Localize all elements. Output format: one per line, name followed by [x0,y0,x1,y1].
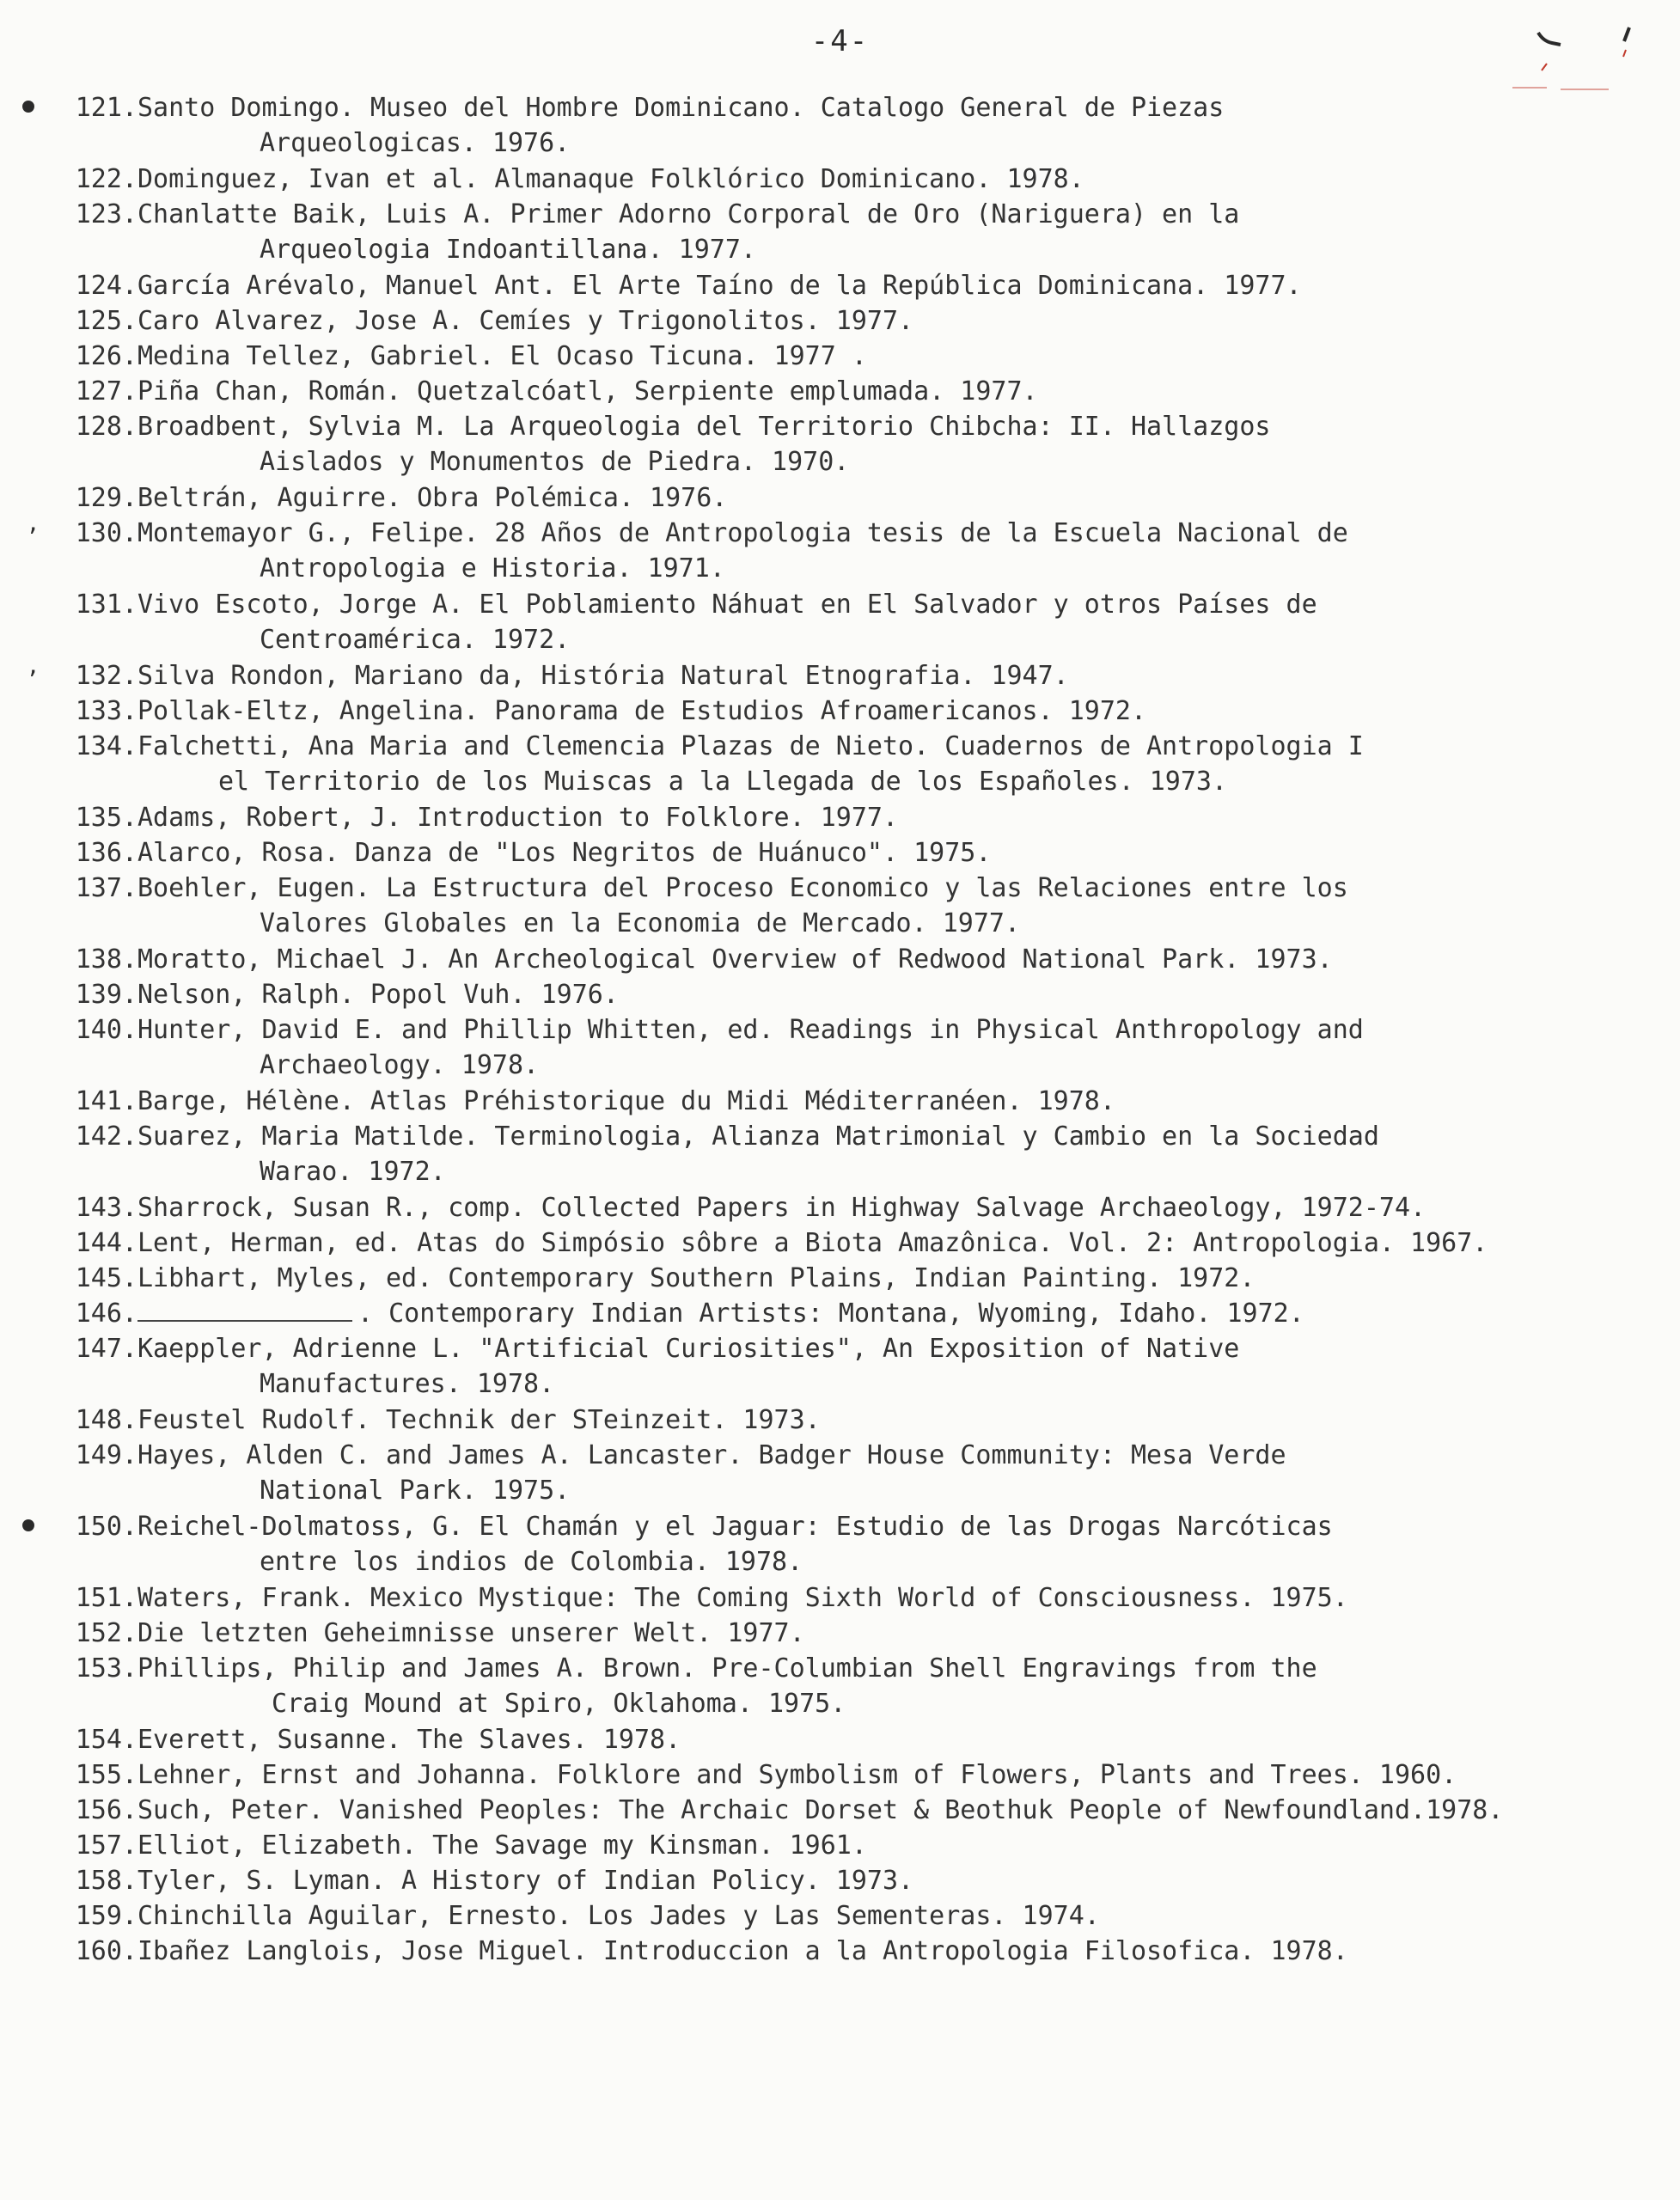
bibliography-entry [0,1866,1680,1901]
entry-text: Caro Alvarez, Jose A. Cemíes y Trigonolitos. 1977. [137,306,914,336]
entry-number: 141. [75,1086,137,1116]
entry-text: Medina Tellez, Gabriel. El Ocaso Ticuna. 1977 . [137,341,867,371]
entry-continuation: Valores Globales en la Economia de Mercado. 1977. [260,908,1021,938]
entry-text: Montemayor G., Felipe. 28 Años de Antropologia tesis de la Escuela Nacional de [137,518,1348,548]
bibliography-entry [0,1228,1680,1263]
bibliography-entry [0,944,1680,980]
bibliography-entry [0,271,1680,306]
entry-continuation: Archaeology. 1978. [260,1050,540,1080]
entry-number: 138. [75,944,137,975]
entry-number: 124. [75,271,137,301]
bibliography-list [0,93,1680,1971]
entry-number: 125. [75,306,137,336]
entry-continuation: National Park. 1975. [260,1476,571,1506]
entry-text: Such, Peter. Vanished Peoples: The Archaic Dorset & Beothuk People of Newfoundland.1978. [137,1795,1504,1825]
bibliography-entry [0,1583,1680,1618]
entry-number: 158. [75,1866,137,1896]
entry-number: 152. [75,1618,137,1648]
entry-text: García Arévalo, Manuel Ant. El Arte Taíno de la República Dominicana. 1977. [137,271,1302,301]
entry-text: Lent, Herman, ed. Atas do Simpósio sôbre a Biota Amazônica. Vol. 2: Antropologia. 1967. [137,1228,1488,1258]
entry-number: 151. [75,1583,137,1613]
entry-text: Piña Chan, Román. Quetzalcóatl, Serpiente emplumada. 1977. [137,376,1038,406]
entry-text: Beltrán, Aguirre. Obra Polémica. 1976. [137,483,728,513]
pen-dot-mark [22,1519,34,1531]
pen-tick-mark: ’ [26,524,40,550]
bibliography-entry [0,1653,1680,1725]
entry-number: 148. [75,1405,137,1435]
bibliography-entry [0,1121,1680,1193]
entry-text: Tyler, S. Lyman. A History of Indian Policy. 1973. [137,1866,914,1896]
entry-text: Falchetti, Ana Maria and Clemencia Plazas de Nieto. Cuadernos de Antropologia I [137,731,1364,761]
entry-text: Alarco, Rosa. Danza de "Los Negritos de Huánuco". 1975. [137,838,992,868]
bibliography-entry [0,306,1680,341]
entry-number: 136. [75,838,137,868]
entry-number: 140. [75,1015,137,1045]
bibliography-entry [0,1086,1680,1121]
bibliography-entry [0,412,1680,483]
entry-number: 139. [75,980,137,1010]
entry-number: 157. [75,1830,137,1861]
bibliography-entry [0,1830,1680,1866]
entry-text [137,1299,1304,1329]
bibliography-entry [0,518,1680,590]
entry-number: 143. [75,1193,137,1223]
entry-text-after-blank: . Contemporary Indian Artists: Montana, Wyoming, Idaho. 1972. [357,1299,1304,1329]
entry-number: 149. [75,1440,137,1470]
entry-number: 122. [75,164,137,194]
bibliography-entry [0,980,1680,1015]
entry-text: Phillips, Philip and James A. Brown. Pre-Columbian Shell Engravings from the [137,1653,1317,1684]
entry-number: 128. [75,412,137,442]
entry-number: 159. [75,1901,137,1931]
entry-number: 156. [75,1795,137,1825]
bibliography-entry [0,341,1680,376]
entry-text: Lehner, Ernst and Johanna. Folklore and Symbolism of Flowers, Plants and Trees. 1960. [137,1760,1457,1790]
entry-continuation: el Territorio de los Muiscas a la Llegada de los Españoles. 1973. [218,767,1227,797]
entry-number: 160. [75,1936,137,1966]
entry-text: Reichel-Dolmatoss, G. El Chamán y el Jaguar: Estudio de las Drogas Narcóticas [137,1512,1333,1542]
entry-text: Barge, Hélène. Atlas Préhistorique du Midi Méditerranéen. 1978. [137,1086,1115,1116]
entry-text: Elliot, Elizabeth. The Savage my Kinsman. 1961. [137,1830,867,1861]
entry-text: Chanlatte Baik, Luis A. Primer Adorno Corporal de Oro (Nariguera) en la [137,199,1240,229]
entry-continuation: Centroamérica. 1972. [260,625,571,655]
bibliography-entry [0,93,1680,164]
bibliography-entry [0,838,1680,873]
bibliography-entry [0,1299,1680,1334]
entry-text: Ibañez Langlois, Jose Miguel. Introduccion a la Antropologia Filosofica. 1978. [137,1936,1348,1966]
bibliography-entry [0,731,1680,803]
bibliography-entry [0,1440,1680,1512]
entry-text: Santo Domingo. Museo del Hombre Dominicano. Catalogo General de Piezas [137,93,1225,123]
entry-number: 155. [75,1760,137,1790]
bibliography-entry [0,376,1680,412]
entry-number: 134. [75,731,137,761]
entry-text: Everett, Susanne. The Slaves. 1978. [137,1725,681,1755]
entry-text: Hayes, Alden C. and James A. Lancaster. Badger House Community: Mesa Verde [137,1440,1286,1470]
entry-number: 129. [75,483,137,513]
bibliography-entry [0,590,1680,661]
entry-number: 131. [75,590,137,620]
entry-text: Chinchilla Aguilar, Ernesto. Los Jades y Las Sementeras. 1974. [137,1901,1100,1931]
entry-continuation: Arqueologia Indoantillana. 1977. [260,235,756,265]
entry-number: 150. [75,1512,137,1542]
entry-number: 146. [75,1299,137,1329]
entry-continuation: Antropologia e Historia. 1971. [260,553,725,584]
entry-text: Vivo Escoto, Jorge A. El Poblamiento Náhuat en El Salvador y otros Países de [137,590,1317,620]
bibliography-entry [0,873,1680,944]
bibliography-entry [0,1334,1680,1405]
bibliography-entry [0,1725,1680,1760]
entry-number: 153. [75,1653,137,1684]
pen-dot-mark [22,101,34,113]
entry-continuation: Manufactures. 1978. [260,1369,555,1399]
entry-text: Feustel Rudolf. Technik der STeinzeit. 1973. [137,1405,821,1435]
entry-text: Libhart, Myles, ed. Contemporary Southern Plains, Indian Painting. 1972. [137,1263,1255,1293]
entry-text: Nelson, Ralph. Popol Vuh. 1976. [137,980,619,1010]
entry-text: Moratto, Michael J. An Archeological Overview of Redwood National Park. 1973. [137,944,1333,975]
pen-tick-mark: ’ [26,667,40,693]
entry-number: 130. [75,518,137,548]
bibliography-entry [0,1512,1680,1583]
entry-number: 126. [75,341,137,371]
entry-number: 147. [75,1334,137,1364]
entry-text: Hunter, David E. and Phillip Whitten, ed. Readings in Physical Anthropology and [137,1015,1364,1045]
entry-number: 132. [75,661,137,691]
entry-number: 154. [75,1725,137,1755]
bibliography-entry [0,1760,1680,1795]
entry-continuation: Warao. 1972. [260,1157,446,1187]
entry-continuation: Arqueologicas. 1976. [260,128,571,158]
entry-text: Silva Rondon, Mariano da, História Natural Etnografia. 1947. [137,661,1069,691]
corner-pen-marks [1512,24,1650,101]
bibliography-entry [0,696,1680,731]
entry-continuation: entre los indios de Colombia. 1978. [260,1547,803,1577]
bibliography-entry [0,199,1680,271]
bibliography-entry [0,1618,1680,1653]
bibliography-entry [0,1795,1680,1830]
bibliography-entry [0,164,1680,199]
ditto-blank-line [137,1299,352,1322]
entry-number: 121. [75,93,137,123]
entry-text: Dominguez, Ivan et al. Almanaque Folklórico Dominicano. 1978. [137,164,1084,194]
bibliography-entry [0,1015,1680,1086]
entry-number: 123. [75,199,137,229]
entry-number: 145. [75,1263,137,1293]
entry-text: Adams, Robert, J. Introduction to Folklore. 1977. [137,803,899,833]
entry-text: Sharrock, Susan R., comp. Collected Papers in Highway Salvage Archaeology, 1972-74. [137,1193,1426,1223]
entry-number: 127. [75,376,137,406]
entry-number: 133. [75,696,137,726]
bibliography-entry [0,661,1680,696]
bibliography-entry [0,1193,1680,1228]
entry-text: Kaeppler, Adrienne L. "Artificial Curiosities", An Exposition of Native [137,1334,1240,1364]
entry-number: 135. [75,803,137,833]
bibliography-entry [0,803,1680,838]
page-number: -4- [810,24,870,58]
bibliography-entry [0,1263,1680,1299]
bibliography-entry [0,1901,1680,1936]
bibliography-entry [0,483,1680,518]
entry-number: 144. [75,1228,137,1258]
entry-text: Pollak-Eltz, Angelina. Panorama de Estudios Afroamericanos. 1972. [137,696,1146,726]
entry-text: Die letzten Geheimnisse unserer Welt. 1977. [137,1618,805,1648]
entry-text: Suarez, Maria Matilde. Terminologia, Alianza Matrimonial y Cambio en la Sociedad [137,1121,1379,1152]
bibliography-entry [0,1936,1680,1971]
entry-continuation: Aislados y Monumentos de Piedra. 1970. [260,447,850,477]
bibliography-entry [0,1405,1680,1440]
entry-text: Waters, Frank. Mexico Mystique: The Coming Sixth World of Consciousness. 1975. [137,1583,1348,1613]
entry-text: Boehler, Eugen. La Estructura del Proceso Economico y las Relaciones entre los [137,873,1348,903]
entry-number: 142. [75,1121,137,1152]
entry-number: 137. [75,873,137,903]
entry-continuation: Craig Mound at Spiro, Oklahoma. 1975. [272,1689,846,1719]
entry-text: Broadbent, Sylvia M. La Arqueologia del Territorio Chibcha: II. Hallazgos [137,412,1271,442]
